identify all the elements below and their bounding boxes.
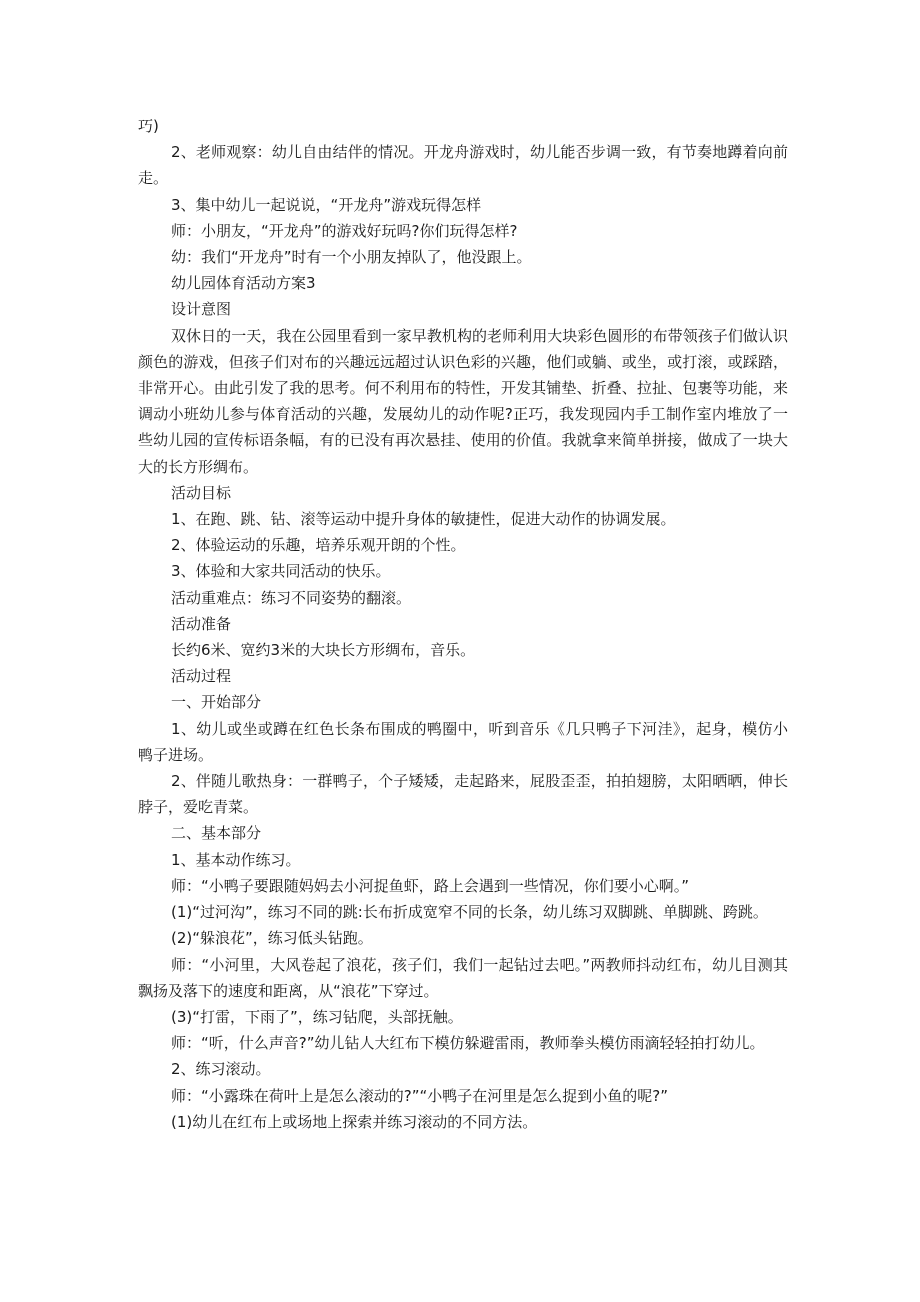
list-item: 2、伴随儿歌热身：一群鸭子，个子矮矮，走起路来，屁股歪歪，拍拍翅膀，太阳晒晒，伸长脖子，爱吃青菜。: [138, 772, 788, 817]
document-page: [138, 113, 788, 1135]
paragraph: 活动重难点：练习不同姿势的翻滚。: [171, 588, 412, 607]
subheading: 一、开始部分: [171, 693, 262, 712]
section-heading: 幼儿园体育活动方案3: [171, 274, 316, 293]
list-item: 1、基本动作练习。: [171, 850, 301, 869]
paragraph: 幼：我们“开龙舟”时有一个小朋友掉队了，他没跟上。: [171, 248, 532, 267]
paragraph: 师：“听，什么声音?”幼儿钻人大红布下模仿躲避雷雨，教师拳头模仿雨滴轻轻拍打幼儿。: [171, 1034, 765, 1053]
subheading: 二、基本部分: [171, 824, 262, 843]
paragraph: 巧): [138, 117, 159, 135]
subheading: 活动过程: [171, 667, 232, 686]
list-item: 3、体验和大家共同活动的快乐。: [171, 562, 391, 581]
list-item: 2、体验运动的乐趣，培养乐观开朗的个性。: [171, 536, 466, 555]
paragraph: 师：小朋友，“开龙舟”的游戏好玩吗?你们玩得怎样?: [171, 221, 518, 240]
list-item: (3)“打雷，下雨了”，练习钻爬，头部抚触。: [171, 1007, 463, 1026]
list-item: (2)“躲浪花”，练习低头钻跑。: [171, 929, 373, 948]
paragraph: 双休日的一天，我在公园里看到一家早教机构的老师利用大块彩色圆形的布带领孩子们做认识颜色的游戏，但孩子们对布的兴趣远远超过认识色彩的兴趣，他们或躺、或坐，或打滚，或踩踏，非常开心。由此引发了我的思考。何不利用布的特性，开发其铺垫、折叠、拉扯、包裹等功能，来调动小班幼儿参与体育活动的兴趣，发展幼儿的动作呢?正巧，我发现园内手工制作室内堆放了一些幼儿园的宣传标语条幅，有的已没有再次悬挂、使用的价值。我就拿来简单拼接，做成了一块大大的长方形绸布。: [138, 326, 788, 476]
paragraph: 3、集中幼儿一起说说，“开龙舟”游戏玩得怎样: [171, 195, 482, 214]
paragraph: 2、老师观察：幼儿自由结伴的情况。开龙舟游戏时，幼儿能否步调一致，有节奏地蹲着向前走。: [138, 143, 788, 188]
paragraph: 师：“小鸭子要跟随妈妈去小河捉鱼虾，路上会遇到一些情况，你们要小心啊。”: [171, 876, 690, 895]
paragraph: 长约6米、宽约3米的大块长方形绸布，音乐。: [171, 641, 476, 660]
list-item: (1)“过河沟”，练习不同的跳:长布折成宽窄不同的长条，幼儿练习双脚跳、单脚跳、跨跳。: [171, 903, 768, 922]
subheading: 设计意图: [171, 300, 232, 319]
list-item: (1)幼儿在红布上或场地上探索并练习滚动的不同方法。: [171, 1112, 538, 1131]
list-item: 1、在跑、跳、钻、滚等运动中提升身体的敏捷性，促进大动作的协调发展。: [171, 510, 676, 529]
list-item: 2、练习滚动。: [171, 1060, 271, 1079]
subheading: 活动目标: [171, 483, 232, 502]
subheading: 活动准备: [171, 614, 232, 633]
paragraph: 师：“小河里，大风卷起了浪花，孩子们，我们一起钻过去吧。”两教师抖动红布，幼儿目测其飘扬及落下的速度和距离，从“浪花”下穿过。: [138, 955, 788, 1000]
paragraph: 师：“小露珠在荷叶上是怎么滚动的?”“小鸭子在河里是怎么捉到小鱼的呢?”: [171, 1086, 669, 1105]
list-item: 1、幼儿或坐或蹲在红色长条布围成的鸭圈中，听到音乐《几只鸭子下河洼》，起身，模仿小鸭子进场。: [138, 719, 788, 764]
